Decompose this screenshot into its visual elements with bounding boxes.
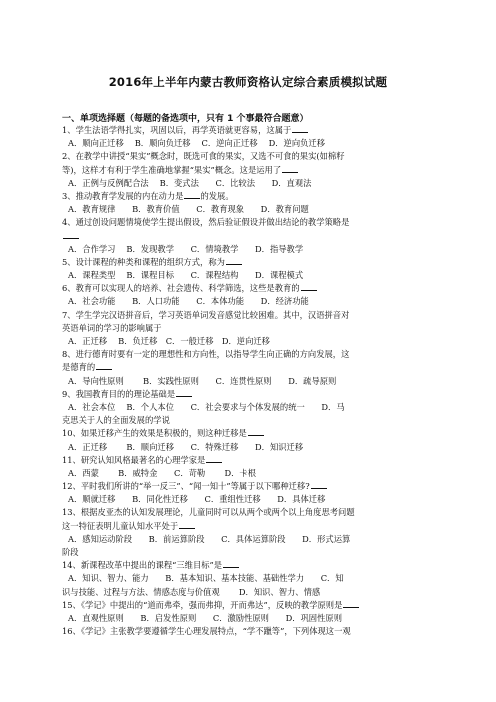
question-text-line — [62, 480, 434, 493]
line-text: 14、新课程改革中提出的课程“三维目标”是 — [62, 560, 223, 571]
line-text: 10、如果迁移产生的效果是积极的，则这种迁移是 — [62, 428, 247, 439]
question-text-line — [62, 256, 434, 269]
line-text: A．课程类型 B．课程目标 C．课程结构 D．课程模式 — [68, 270, 304, 281]
line-text: 5、设计课程的种类和课程的组织方式，称为 — [62, 256, 225, 267]
line-text: 16、《学记》主张教学要遵循学生心理发展特点，“学不躐等”，下列体现这一观 — [62, 626, 351, 637]
line-text: 1、学生法语学得扎实，巩固以后，再学英语就更容易，这属于 — [62, 125, 292, 135]
question-text-line — [62, 520, 434, 533]
answer-blank — [248, 427, 264, 436]
answer-options-line — [62, 493, 434, 506]
line-text: A．感知运动阶段 B．前运算阶段 C．具体运算阶段 D．形式运算 — [68, 533, 351, 544]
question-text-line — [62, 625, 434, 638]
question-text-line — [62, 361, 434, 374]
line-text: 7、学生学完汉语拼音后，学习英语单词发音感觉比较困难。其中，汉语拼音对 — [62, 309, 350, 320]
answer-blank — [206, 454, 222, 463]
answer-options-line — [62, 533, 434, 546]
line-text: 8、进行德育时要有一定的理想性和方向性，以指导学生向正确的方向发展，这 — [62, 349, 350, 360]
line-text: 识与技能、过程与方法、情感态度与价值观 D．知识、智力、情感 — [62, 586, 321, 597]
answer-options-line — [62, 375, 434, 388]
answer-blank — [223, 559, 239, 568]
answer-options-line — [62, 295, 434, 308]
section-heading: 一、单项选择题（每题的备选项中，只有 1 个事最符合题意） — [62, 114, 309, 124]
question-text-line — [62, 559, 434, 572]
question-text-line — [62, 216, 434, 229]
question-text-line — [62, 282, 434, 295]
answer-blank — [282, 164, 298, 173]
line-text: A．知识、智力、能力 B．基本知识、基本技能、基础性学力 C．知 — [68, 573, 344, 584]
question-text-line — [62, 506, 434, 519]
line-text: 9、我国教育目的的理论基础是 — [62, 388, 176, 399]
line-text: 12、平时我们所讲的“举一反三”、“闻一知十”等属于以下哪种迁移? — [62, 481, 310, 492]
line-text: 3、推动教育学发展的内在动力是 — [62, 190, 184, 201]
answer-blank — [226, 256, 242, 265]
question-text-line — [62, 586, 434, 599]
line-text: A．正迁移 B．顺向迁移 C．特殊迁移 D．知识迁移 — [68, 441, 304, 452]
question-text-line — [62, 150, 434, 163]
line-text: A．导向性原则 B．实践性原则 C．连贯性原则 D．疏导原则 — [68, 375, 337, 386]
answer-blank — [96, 361, 112, 370]
answer-options-line — [62, 243, 434, 256]
answer-blank — [63, 230, 79, 239]
answer-blank — [301, 282, 317, 291]
question-text-line — [62, 164, 434, 177]
question-text-line — [62, 414, 434, 427]
line-text: 英语单词的学习的影响属于 — [62, 322, 162, 333]
answer-options-line — [62, 335, 434, 348]
line-suffix: 的发展。 — [200, 190, 234, 201]
line-text: A．正迁移 B．负迁移 C．一般迁移 D．逆向迁移 — [68, 336, 270, 346]
question-text-line — [62, 546, 434, 559]
answer-options-line — [62, 441, 434, 454]
line-text: 11、研究认知风格最著名的心理学家是 — [62, 454, 206, 465]
question-text-line — [62, 427, 434, 440]
line-text: 15、《学记》中提出的“道而弗牵，强而弗抑，开而弗达”，反映的教学原则是 — [62, 599, 343, 610]
line-text: A．西蒙 B．威特金 C．苛勒 D．卡根 — [68, 467, 257, 478]
answer-options-line — [62, 203, 434, 216]
answer-options-line — [62, 467, 434, 480]
line-text: A．顺向正迁移 B．顺向负迁移 C．逆向正迁移 D．逆向负迁移 — [68, 138, 326, 149]
question-text-line — [62, 322, 434, 335]
question-text-line — [62, 230, 434, 243]
answer-blank — [343, 599, 359, 608]
line-text: A．正例与反例配合法 B．变式法 C．比较法 D．直观法 — [68, 177, 312, 188]
answer-blank — [179, 520, 195, 529]
line-text: 4、通过创设问题情境使学生提出假设，然后验证假设并做出结论的教学策略是 — [62, 217, 350, 228]
question-text-line — [62, 454, 434, 467]
line-text: 阶段 — [62, 547, 79, 557]
question-text-line — [62, 190, 434, 203]
line-text: A．合作学习 B．发现教学 C．情境教学 D．指导教学 — [68, 243, 304, 254]
line-text: 6、教育可以实现人的培养、社会遗传、科学筛选，这些是教育的 — [62, 283, 300, 294]
line-text: A．教育规律 B．教育价值 C．教育现象 D．教育问题 — [68, 204, 309, 215]
question-text-line — [62, 388, 434, 401]
line-text: A．直观性原则 B．启发性原则 C．激励性原则 D．巩固性原则 — [68, 612, 342, 623]
line-text: 这一特征表明儿童认知水平处于 — [62, 520, 179, 531]
line-text: 2、在教学中讲授“果实”概念时，既选可食的果实，又选不可食的果实(如棉籽 — [62, 151, 345, 162]
question-text-line — [62, 309, 434, 322]
line-text: 等)，这样才有利于学生准确地掌握“果实”概念。这是运用了 — [62, 164, 282, 175]
answer-options-line — [62, 137, 434, 150]
page-title: 2016年上半年内蒙古教师资格认定综合素质模拟试题 — [108, 75, 388, 89]
question-text-line — [62, 348, 434, 361]
line-text: 是德育的 — [62, 362, 96, 373]
answer-options-line — [62, 269, 434, 282]
question-text-line — [62, 124, 434, 137]
line-text: A．顺就迁移 B．同化性迁移 C．重组性迁移 D．具体迁移 — [68, 494, 326, 505]
answer-options-line — [62, 612, 434, 625]
line-text: 克思关于人的全面发展的学说 — [62, 415, 170, 426]
answer-options-line — [62, 572, 434, 585]
question-list — [62, 124, 434, 638]
line-text: A．社会功能 B．人口功能 C．本体功能 D．经济功能 — [68, 296, 309, 307]
answer-blank — [176, 388, 192, 397]
answer-options-line — [62, 177, 434, 190]
answer-blank — [184, 190, 200, 199]
question-text-line — [62, 599, 434, 612]
answer-options-line — [62, 401, 434, 414]
line-text: 13、根据皮亚杰的认知发展理论，儿童同时可以从两个或两个以上角度思考问题 — [62, 507, 355, 518]
answer-blank — [292, 124, 308, 133]
line-text: A．社会本位 B．个人本位 C．社会要求与个体发展的统一 D．马 — [68, 401, 345, 412]
answer-blank — [311, 480, 327, 489]
